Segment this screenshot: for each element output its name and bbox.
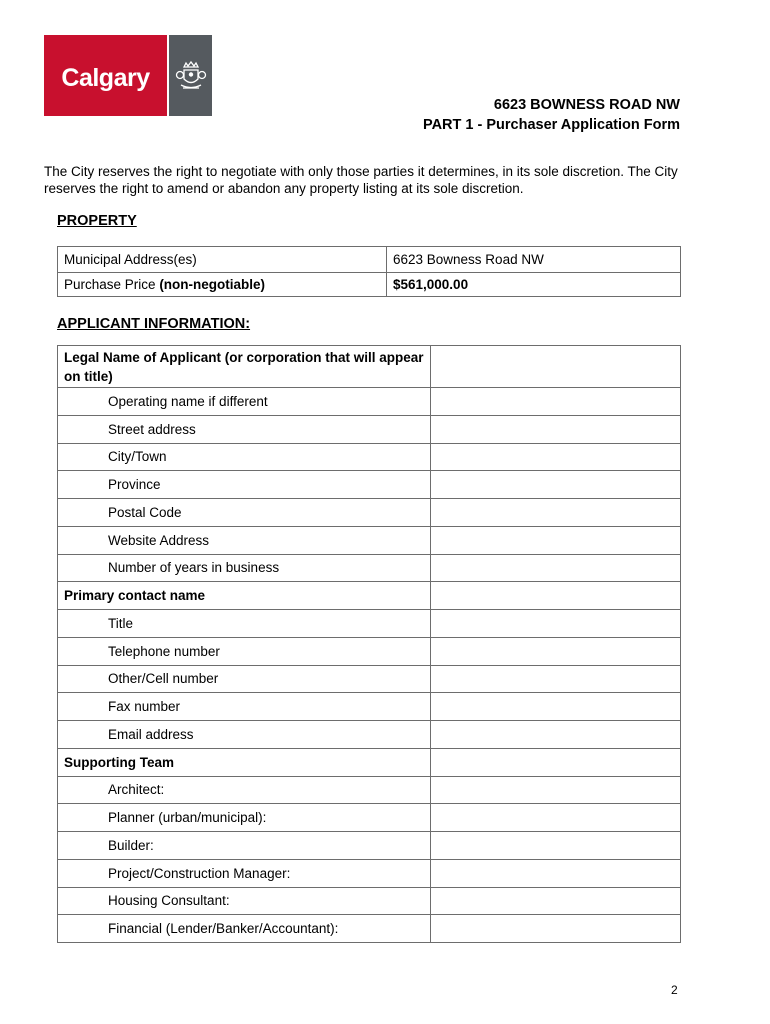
operating-name-if-different-input[interactable] — [431, 388, 681, 416]
supporting-team-label: Supporting Team — [58, 748, 431, 776]
team-housing-consultant-input[interactable] — [431, 887, 681, 915]
applicant-table — [57, 345, 681, 943]
contact-fax-number-label: Fax number — [58, 693, 431, 721]
table-row — [58, 748, 681, 776]
purchase-price-text: Purchase Price — [64, 277, 156, 292]
province-label: Province — [58, 471, 431, 499]
supporting-team-input[interactable] — [431, 748, 681, 776]
property-table — [57, 246, 681, 297]
table-row — [58, 443, 681, 471]
team-financial-lender-banker-accountant-label: Financial (Lender/Banker/Accountant): — [58, 915, 431, 943]
primary-contact-name-label: Primary contact name — [58, 582, 431, 610]
contact-title-input[interactable] — [431, 610, 681, 638]
team-housing-consultant-label: Housing Consultant: — [58, 887, 431, 915]
contact-title-label: Title — [58, 610, 431, 638]
contact-other-cell-number-label: Other/Cell number — [58, 665, 431, 693]
page-number: 2 — [671, 983, 678, 997]
form-title: PART 1 - Purchaser Application Form — [422, 117, 680, 133]
municipal-address-value[interactable]: 6623 Bowness Road NW — [387, 247, 681, 273]
city-town-input[interactable] — [431, 443, 681, 471]
table-row — [58, 832, 681, 860]
contact-email-address-label: Email address — [58, 721, 431, 749]
table-row — [58, 346, 681, 388]
website-address-input[interactable] — [431, 526, 681, 554]
team-architect-label: Architect: — [58, 776, 431, 804]
legal-name-label: Legal Name of Applicant (or corporation that will appear on title) — [58, 346, 431, 388]
table-row — [58, 859, 681, 887]
table-row — [58, 499, 681, 527]
table-row — [58, 526, 681, 554]
applicant-section-title: APPLICANT INFORMATION: — [57, 316, 251, 332]
property-section-title: PROPERTY — [57, 213, 137, 229]
website-address-label: Website Address — [58, 526, 431, 554]
team-financial-lender-banker-accountant-input[interactable] — [431, 915, 681, 943]
number-of-years-in-business-label: Number of years in business — [58, 554, 431, 582]
table-row — [58, 273, 681, 297]
table-row — [58, 471, 681, 499]
table-row — [58, 915, 681, 943]
primary-contact-name-input[interactable] — [431, 582, 681, 610]
team-planner-urban-municipal-label: Planner (urban/municipal): — [58, 804, 431, 832]
contact-telephone-number-label: Telephone number — [58, 637, 431, 665]
operating-name-if-different-label: Operating name if different — [58, 388, 431, 416]
property-address-heading: 6623 BOWNESS ROAD NW — [493, 97, 680, 113]
city-town-label: City/Town — [58, 443, 431, 471]
postal-code-label: Postal Code — [58, 499, 431, 527]
team-architect-input[interactable] — [431, 776, 681, 804]
team-builder-input[interactable] — [431, 832, 681, 860]
table-row — [58, 388, 681, 416]
purchase-price-label — [58, 273, 387, 297]
table-row — [58, 776, 681, 804]
number-of-years-in-business-input[interactable] — [431, 554, 681, 582]
contact-other-cell-number-input[interactable] — [431, 665, 681, 693]
city-crest-icon — [169, 35, 212, 116]
team-project-construction-manager-label: Project/Construction Manager: — [58, 859, 431, 887]
table-row — [58, 637, 681, 665]
street-address-label: Street address — [58, 415, 431, 443]
table-row — [58, 693, 681, 721]
table-row — [58, 415, 681, 443]
document-heading — [423, 95, 680, 135]
team-project-construction-manager-input[interactable] — [431, 859, 681, 887]
purchase-price-value[interactable]: $561,000.00 — [387, 273, 681, 297]
contact-telephone-number-input[interactable] — [431, 637, 681, 665]
street-address-input[interactable] — [431, 415, 681, 443]
table-row — [58, 554, 681, 582]
table-row — [58, 804, 681, 832]
postal-code-input[interactable] — [431, 499, 681, 527]
purchase-price-note: (non-negotiable) — [159, 277, 266, 292]
contact-fax-number-input[interactable] — [431, 693, 681, 721]
team-planner-urban-municipal-input[interactable] — [431, 804, 681, 832]
intro-paragraph: The City reserves the right to negotiate with only those parties it determines, in its sole discretion. The City reserves the right to amend or abandon any property listing at its sole discretion. — [44, 164, 678, 196]
table-row — [58, 887, 681, 915]
table-row — [58, 721, 681, 749]
table-row — [58, 247, 681, 273]
province-input[interactable] — [431, 471, 681, 499]
logo-wordmark: Calgary — [44, 35, 167, 116]
municipal-address-label: Municipal Address(es) — [58, 247, 387, 273]
team-builder-label: Builder: — [58, 832, 431, 860]
contact-email-address-input[interactable] — [431, 721, 681, 749]
calgary-logo — [44, 35, 212, 116]
table-row — [58, 665, 681, 693]
table-row — [58, 582, 681, 610]
table-row — [58, 610, 681, 638]
legal-name-input[interactable] — [431, 346, 681, 388]
